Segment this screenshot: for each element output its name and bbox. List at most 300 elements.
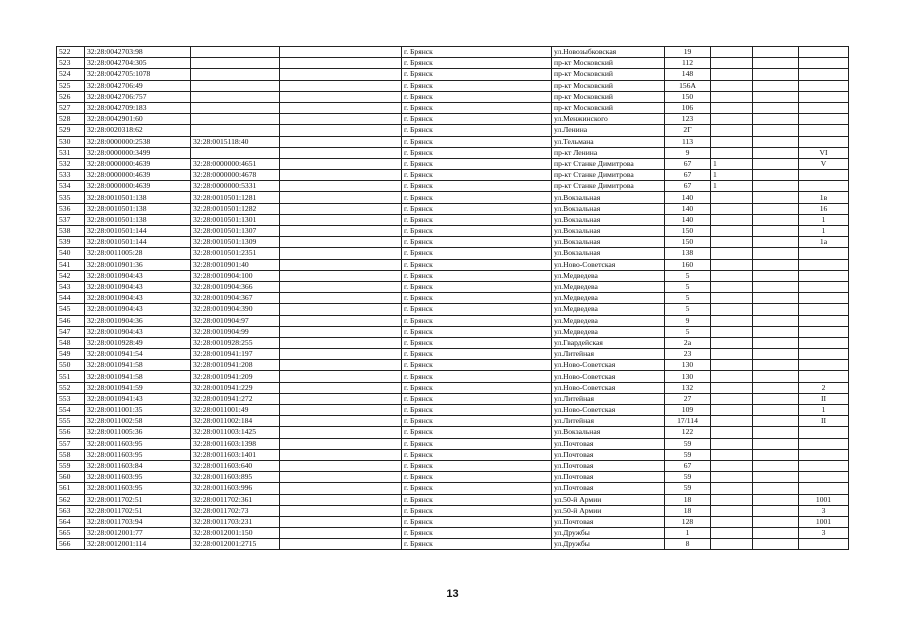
object-cadastral-number: 32:28:0010501:1281: [191, 192, 280, 203]
empty-cell: [280, 382, 402, 393]
building-cell: [711, 214, 753, 225]
premises-number: [799, 102, 849, 113]
empty-cell: [280, 147, 402, 158]
street-cell: ул.Вокзальная: [552, 214, 665, 225]
object-cadastral-number: 32:28:0011603:996: [191, 483, 280, 494]
house-number: 27: [665, 393, 711, 404]
house-number: 23: [665, 349, 711, 360]
city-cell: г. Брянск: [402, 416, 552, 427]
city-cell: г. Брянск: [402, 405, 552, 416]
city-cell: г. Брянск: [402, 47, 552, 58]
building-cell: [711, 114, 753, 125]
row-number: 542: [57, 270, 85, 281]
house-number: 5: [665, 304, 711, 315]
premises-number: [799, 293, 849, 304]
extra-cell: [753, 80, 799, 91]
row-number: 548: [57, 337, 85, 348]
extra-cell: [753, 281, 799, 292]
table-row: [57, 192, 849, 203]
city-cell: г. Брянск: [402, 304, 552, 315]
house-number: 140: [665, 203, 711, 214]
extra-cell: [753, 505, 799, 516]
house-number: 140: [665, 214, 711, 225]
object-cadastral-number: [191, 102, 280, 113]
premises-number: [799, 58, 849, 69]
object-cadastral-number: 32:28:0010941:209: [191, 371, 280, 382]
extra-cell: [753, 438, 799, 449]
street-cell: ул.Литейная: [552, 349, 665, 360]
extra-cell: [753, 416, 799, 427]
premises-number: [799, 460, 849, 471]
street-cell: ул.Медведева: [552, 281, 665, 292]
city-cell: г. Брянск: [402, 91, 552, 102]
building-cell: [711, 203, 753, 214]
row-number: 564: [57, 516, 85, 527]
object-cadastral-number: 32:28:0000000:4651: [191, 158, 280, 169]
cadastral-number: 32:28:0010501:138: [85, 203, 191, 214]
object-cadastral-number: [191, 47, 280, 58]
empty-cell: [280, 393, 402, 404]
house-number: 5: [665, 326, 711, 337]
house-number: 18: [665, 505, 711, 516]
street-cell: ул.Литейная: [552, 393, 665, 404]
row-number: 535: [57, 192, 85, 203]
object-cadastral-number: 32:28:0010501:2351: [191, 248, 280, 259]
street-cell: пр-кт Московский: [552, 91, 665, 102]
city-cell: г. Брянск: [402, 326, 552, 337]
city-cell: г. Брянск: [402, 248, 552, 259]
object-cadastral-number: [191, 125, 280, 136]
table-row: [57, 326, 849, 337]
premises-number: II: [799, 393, 849, 404]
table-row: [57, 102, 849, 113]
table-row: [57, 349, 849, 360]
object-cadastral-number: 32:28:0010904:99: [191, 326, 280, 337]
object-cadastral-number: 32:28:0010904:367: [191, 293, 280, 304]
object-cadastral-number: [191, 69, 280, 80]
table-row: [57, 158, 849, 169]
city-cell: г. Брянск: [402, 494, 552, 505]
table-row: [57, 438, 849, 449]
house-number: 9: [665, 315, 711, 326]
house-number: 5: [665, 270, 711, 281]
street-cell: ул.Почтовая: [552, 460, 665, 471]
cadastral-number: 32:28:0000000:2538: [85, 136, 191, 147]
cadastral-number: 32:28:0000000:3499: [85, 147, 191, 158]
row-number: 555: [57, 416, 85, 427]
extra-cell: [753, 337, 799, 348]
table-row: [57, 170, 849, 181]
house-number: 17/114: [665, 416, 711, 427]
street-cell: ул.Почтовая: [552, 438, 665, 449]
extra-cell: [753, 349, 799, 360]
premises-number: [799, 337, 849, 348]
extra-cell: [753, 494, 799, 505]
row-number: 540: [57, 248, 85, 259]
object-cadastral-number: 32:28:0010941:197: [191, 349, 280, 360]
street-cell: ул.Вокзальная: [552, 427, 665, 438]
extra-cell: [753, 516, 799, 527]
street-cell: ул.Вокзальная: [552, 192, 665, 203]
premises-number: 1а: [799, 237, 849, 248]
empty-cell: [280, 158, 402, 169]
row-number: 556: [57, 427, 85, 438]
building-cell: [711, 382, 753, 393]
premises-number: [799, 259, 849, 270]
extra-cell: [753, 449, 799, 460]
city-cell: г. Брянск: [402, 181, 552, 192]
table-row: [57, 281, 849, 292]
city-cell: г. Брянск: [402, 360, 552, 371]
object-cadastral-number: [191, 80, 280, 91]
building-cell: [711, 281, 753, 292]
row-number: 546: [57, 315, 85, 326]
building-cell: [711, 449, 753, 460]
object-cadastral-number: 32:28:0011703:231: [191, 516, 280, 527]
premises-number: [799, 270, 849, 281]
house-number: 67: [665, 460, 711, 471]
table-row: [57, 203, 849, 214]
street-cell: ул.Ново-Советская: [552, 259, 665, 270]
cadastral-number: 32:28:0011603:95: [85, 449, 191, 460]
row-number: 558: [57, 449, 85, 460]
cadastral-number: 32:28:0042706:757: [85, 91, 191, 102]
empty-cell: [280, 315, 402, 326]
row-number: 523: [57, 58, 85, 69]
street-cell: ул.Ново-Советская: [552, 405, 665, 416]
building-cell: [711, 360, 753, 371]
extra-cell: [753, 203, 799, 214]
object-cadastral-number: 32:28:0012001:2715: [191, 539, 280, 550]
table-row: [57, 147, 849, 158]
city-cell: г. Брянск: [402, 371, 552, 382]
empty-cell: [280, 483, 402, 494]
table-row: [57, 304, 849, 315]
building-cell: [711, 393, 753, 404]
table-row: [57, 315, 849, 326]
table-row: [57, 214, 849, 225]
cadastral-number: 32:28:0042705:1078: [85, 69, 191, 80]
premises-number: VI: [799, 147, 849, 158]
house-number: 112: [665, 58, 711, 69]
extra-cell: [753, 114, 799, 125]
street-cell: ул.Ново-Советская: [552, 360, 665, 371]
extra-cell: [753, 214, 799, 225]
premises-number: 16: [799, 203, 849, 214]
object-cadastral-number: 32:28:0010941:229: [191, 382, 280, 393]
row-number: 559: [57, 460, 85, 471]
empty-cell: [280, 528, 402, 539]
empty-cell: [280, 293, 402, 304]
row-number: 566: [57, 539, 85, 550]
extra-cell: [753, 91, 799, 102]
premises-number: [799, 69, 849, 80]
cadastral-number: 32:28:0042703:98: [85, 47, 191, 58]
empty-cell: [280, 516, 402, 527]
object-cadastral-number: 32:28:0010941:208: [191, 360, 280, 371]
object-cadastral-number: 32:28:0011603:1401: [191, 449, 280, 460]
row-number: 553: [57, 393, 85, 404]
cadastral-number: 32:28:0010941:43: [85, 393, 191, 404]
cadastral-number: 32:28:0010904:43: [85, 281, 191, 292]
building-cell: [711, 505, 753, 516]
empty-cell: [280, 237, 402, 248]
table-row: [57, 114, 849, 125]
premises-number: [799, 449, 849, 460]
row-number: 528: [57, 114, 85, 125]
object-cadastral-number: [191, 114, 280, 125]
house-number: 59: [665, 483, 711, 494]
extra-cell: [753, 259, 799, 270]
cadastral-number: 32:28:0010501:144: [85, 226, 191, 237]
building-cell: [711, 304, 753, 315]
house-number: 19: [665, 47, 711, 58]
building-cell: [711, 326, 753, 337]
building-cell: 1: [711, 158, 753, 169]
premises-number: 1в: [799, 192, 849, 203]
cadastral-number: 32:28:0011603:95: [85, 483, 191, 494]
object-cadastral-number: 32:28:0011002:184: [191, 416, 280, 427]
table-row: [57, 270, 849, 281]
city-cell: г. Брянск: [402, 226, 552, 237]
premises-number: V: [799, 158, 849, 169]
premises-number: 3: [799, 505, 849, 516]
street-cell: пр-кт Московский: [552, 102, 665, 113]
table-row: [57, 460, 849, 471]
row-number: 529: [57, 125, 85, 136]
object-cadastral-number: [191, 147, 280, 158]
city-cell: г. Брянск: [402, 472, 552, 483]
building-cell: [711, 472, 753, 483]
street-cell: ул.Ленина: [552, 125, 665, 136]
table-row: [57, 293, 849, 304]
cadastral-number: 32:28:0000000:4639: [85, 170, 191, 181]
building-cell: [711, 58, 753, 69]
cadastral-number: 32:28:0010501:138: [85, 192, 191, 203]
extra-cell: [753, 382, 799, 393]
house-number: 132: [665, 382, 711, 393]
cadastral-number: 32:28:0011603:84: [85, 460, 191, 471]
city-cell: г. Брянск: [402, 80, 552, 91]
street-cell: ул.Вокзальная: [552, 226, 665, 237]
empty-cell: [280, 270, 402, 281]
house-number: 59: [665, 449, 711, 460]
extra-cell: [753, 58, 799, 69]
object-cadastral-number: 32:28:0010904:390: [191, 304, 280, 315]
extra-cell: [753, 248, 799, 259]
house-number: 18: [665, 494, 711, 505]
building-cell: [711, 460, 753, 471]
street-cell: ул.Тельмана: [552, 136, 665, 147]
empty-cell: [280, 438, 402, 449]
object-cadastral-number: 32:28:0011702:73: [191, 505, 280, 516]
table-row: [57, 181, 849, 192]
table-row: [57, 427, 849, 438]
building-cell: [711, 226, 753, 237]
building-cell: [711, 147, 753, 158]
row-number: 554: [57, 405, 85, 416]
building-cell: [711, 315, 753, 326]
house-number: 123: [665, 114, 711, 125]
building-cell: [711, 80, 753, 91]
table-row: [57, 360, 849, 371]
building-cell: [711, 270, 753, 281]
table-row: [57, 237, 849, 248]
object-cadastral-number: 32:28:0011603:1398: [191, 438, 280, 449]
street-cell: ул.Почтовая: [552, 516, 665, 527]
empty-cell: [280, 114, 402, 125]
cadastral-number: 32:28:0011702:51: [85, 494, 191, 505]
extra-cell: [753, 315, 799, 326]
building-cell: [711, 483, 753, 494]
cadastral-number: 32:28:0011703:94: [85, 516, 191, 527]
object-cadastral-number: 32:28:0011603:640: [191, 460, 280, 471]
empty-cell: [280, 214, 402, 225]
empty-cell: [280, 192, 402, 203]
cadastral-number: 32:28:0011005:36: [85, 427, 191, 438]
cadastral-number: 32:28:0012001:77: [85, 528, 191, 539]
premises-number: [799, 125, 849, 136]
object-cadastral-number: [191, 58, 280, 69]
extra-cell: [753, 539, 799, 550]
object-cadastral-number: 32:28:0010904:97: [191, 315, 280, 326]
cadastral-number: 32:28:0011702:51: [85, 505, 191, 516]
row-number: 534: [57, 181, 85, 192]
house-number: 156А: [665, 80, 711, 91]
street-cell: пр-кт Ленина: [552, 147, 665, 158]
cadastral-number: 32:28:0010941:58: [85, 371, 191, 382]
city-cell: г. Брянск: [402, 460, 552, 471]
street-cell: ул.Почтовая: [552, 483, 665, 494]
building-cell: [711, 259, 753, 270]
extra-cell: [753, 528, 799, 539]
extra-cell: [753, 69, 799, 80]
extra-cell: [753, 226, 799, 237]
extra-cell: [753, 293, 799, 304]
premises-number: II: [799, 416, 849, 427]
cadastral-number: 32:28:0010928:49: [85, 337, 191, 348]
row-number: 549: [57, 349, 85, 360]
cadastral-number: 32:28:0010941:59: [85, 382, 191, 393]
house-number: 160: [665, 259, 711, 270]
house-number: 128: [665, 516, 711, 527]
city-cell: г. Брянск: [402, 69, 552, 80]
city-cell: г. Брянск: [402, 237, 552, 248]
empty-cell: [280, 203, 402, 214]
city-cell: г. Брянск: [402, 349, 552, 360]
premises-number: [799, 114, 849, 125]
cadastral-number: 32:28:0010904:43: [85, 304, 191, 315]
building-cell: [711, 494, 753, 505]
table-row: [57, 528, 849, 539]
street-cell: ул.Дружбы: [552, 539, 665, 550]
building-cell: [711, 539, 753, 550]
empty-cell: [280, 360, 402, 371]
city-cell: г. Брянск: [402, 58, 552, 69]
premises-number: 2: [799, 382, 849, 393]
empty-cell: [280, 136, 402, 147]
city-cell: г. Брянск: [402, 483, 552, 494]
cadastral-number: 32:28:0010901:36: [85, 259, 191, 270]
house-number: 150: [665, 226, 711, 237]
cadastral-number: 32:28:0042709:183: [85, 102, 191, 113]
extra-cell: [753, 47, 799, 58]
row-number: 522: [57, 47, 85, 58]
premises-number: [799, 91, 849, 102]
cadastral-number: 32:28:0011002:58: [85, 416, 191, 427]
row-number: 565: [57, 528, 85, 539]
building-cell: [711, 125, 753, 136]
street-cell: ул.Литейная: [552, 416, 665, 427]
row-number: 525: [57, 80, 85, 91]
property-register-table: [56, 46, 849, 550]
city-cell: г. Брянск: [402, 158, 552, 169]
empty-cell: [280, 337, 402, 348]
row-number: 560: [57, 472, 85, 483]
table-row: [57, 405, 849, 416]
table-row: [57, 80, 849, 91]
empty-cell: [280, 304, 402, 315]
extra-cell: [753, 136, 799, 147]
house-number: 130: [665, 360, 711, 371]
cadastral-number: 32:28:0010904:43: [85, 326, 191, 337]
row-number: 547: [57, 326, 85, 337]
house-number: 2а: [665, 337, 711, 348]
street-cell: ул.50-й Армии: [552, 494, 665, 505]
empty-cell: [280, 371, 402, 382]
premises-number: [799, 349, 849, 360]
building-cell: 1: [711, 170, 753, 181]
premises-number: [799, 170, 849, 181]
cadastral-number: 32:28:0010501:138: [85, 214, 191, 225]
city-cell: г. Брянск: [402, 528, 552, 539]
house-number: 67: [665, 170, 711, 181]
house-number: 148: [665, 69, 711, 80]
street-cell: ул.Почтовая: [552, 472, 665, 483]
row-number: 536: [57, 203, 85, 214]
extra-cell: [753, 125, 799, 136]
city-cell: г. Брянск: [402, 147, 552, 158]
empty-cell: [280, 47, 402, 58]
empty-cell: [280, 460, 402, 471]
city-cell: г. Брянск: [402, 281, 552, 292]
premises-number: [799, 483, 849, 494]
extra-cell: [753, 181, 799, 192]
empty-cell: [280, 449, 402, 460]
table-row: [57, 494, 849, 505]
empty-cell: [280, 427, 402, 438]
building-cell: 1: [711, 181, 753, 192]
extra-cell: [753, 360, 799, 371]
building-cell: [711, 349, 753, 360]
object-cadastral-number: 32:28:0010501:1282: [191, 203, 280, 214]
object-cadastral-number: 32:28:0010501:1307: [191, 226, 280, 237]
city-cell: г. Брянск: [402, 516, 552, 527]
premises-number: 1: [799, 214, 849, 225]
object-cadastral-number: 32:28:0011702:361: [191, 494, 280, 505]
premises-number: [799, 47, 849, 58]
row-number: 551: [57, 371, 85, 382]
empty-cell: [280, 416, 402, 427]
empty-cell: [280, 125, 402, 136]
city-cell: г. Брянск: [402, 382, 552, 393]
street-cell: ул.Вокзальная: [552, 237, 665, 248]
object-cadastral-number: [191, 91, 280, 102]
premises-number: [799, 371, 849, 382]
extra-cell: [753, 304, 799, 315]
city-cell: г. Брянск: [402, 293, 552, 304]
building-cell: [711, 293, 753, 304]
